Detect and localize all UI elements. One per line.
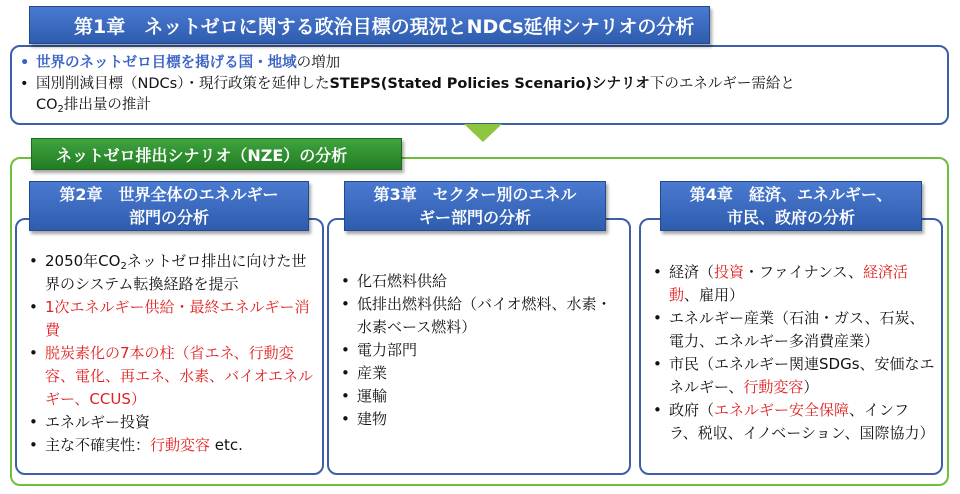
steps-scenario-label: STEPS(Stated Policies Scenario)シナリオ	[329, 76, 650, 92]
chapter1-list	[20, 53, 935, 116]
item5-text-b: etc.	[210, 436, 243, 454]
chapter3-box	[327, 218, 631, 475]
chapter4-header	[660, 181, 922, 231]
bullet1-rest: の増加	[296, 55, 341, 71]
item4-text-b: 、インフラ、税収、イノベーション、国際協力）	[669, 401, 935, 442]
chapter4-title: 第4章 経済、エネルギー、 市民、政府の分析	[689, 185, 893, 227]
item4-text-a: 政府（	[669, 401, 715, 419]
nze-header	[31, 138, 402, 170]
chapter2-item-1	[29, 250, 316, 296]
item1-text-c: 、雇用）	[684, 286, 745, 304]
chapter4-item-4	[653, 399, 935, 445]
chapter1-bullet-2	[20, 74, 935, 116]
item3-text-b: ）	[803, 378, 819, 396]
chapter3-item-6: • 建物	[341, 408, 623, 431]
chapter2-list	[29, 250, 316, 457]
item1-text-b: ・ファイナンス、	[744, 263, 863, 281]
investment-highlight: 投資	[714, 263, 745, 281]
chapter2-header	[29, 181, 309, 231]
chapter1-header	[29, 6, 710, 44]
chapter1-box	[10, 45, 949, 125]
behavior-change-highlight: 行動変容	[150, 436, 211, 454]
chapter4-item-3	[653, 353, 935, 399]
down-arrow-icon	[464, 124, 502, 142]
chapter2-item-5	[29, 434, 316, 457]
item5-text-a: 主な不確実性：	[45, 436, 151, 454]
net-zero-targets-highlight: 世界のネットゼロ目標を掲げる国・地域	[36, 55, 297, 71]
bullet2-text-a: 国別削減目標（NDCs）・現行政策を延伸した	[36, 76, 330, 92]
chapter2-item-2: • 1次エネルギー供給・最終エネルギー消費	[29, 296, 316, 342]
item3-text-a: 市民（エネルギー関連SDGs、安価なエネルギー、	[669, 355, 935, 396]
chapter3-item-4: • 産業	[341, 362, 623, 385]
chapter3-title: 第3章 セクター別のエネル ギー部門の分析	[373, 185, 577, 227]
co2-subscript: 2	[57, 104, 64, 115]
co2-label: CO	[36, 97, 58, 113]
chapter2-title: 第2章 世界全体のエネルギー 部門の分析	[59, 185, 279, 227]
economic-activity-highlight: 経済活動	[669, 263, 908, 304]
chapter2-box	[15, 218, 324, 475]
energy-security-highlight: エネルギー安全保障	[714, 401, 850, 419]
chapter3-header	[344, 181, 606, 231]
chapter4-box	[639, 218, 943, 475]
item1-text-b: ネットゼロ排出に向けた世界のシステム転換経路を提示	[45, 252, 307, 293]
chapter3-item-2: • 低排出燃料供給（バイオ燃料、水素・水素ベース燃料）	[341, 293, 623, 339]
bullet2-text-b: 下のエネルギー需給と	[649, 76, 795, 92]
chapter3-item-5: • 運輸	[341, 385, 623, 408]
chapter1-bullet-1	[20, 53, 935, 74]
nze-title: ネットゼロ排出シナリオ（NZE）の分析	[56, 145, 348, 165]
item1-text-a: 2050年CO	[45, 252, 121, 270]
chapter3-list	[341, 270, 623, 431]
chapter3-item-1: • 化石燃料供給	[341, 270, 623, 293]
chapter1-title: 第1章 ネットゼロに関する政治目標の現況とNDCs延伸シナリオの分析	[74, 15, 695, 38]
chapter4-list	[653, 261, 935, 445]
behavior-change-highlight: 行動変容	[743, 378, 804, 396]
chapter4-item-1	[653, 261, 935, 307]
co2-subscript: 2	[120, 261, 127, 272]
chapter4-item-2: • エネルギー産業（石油・ガス、石炭、電力、エネルギー多消費産業）	[653, 307, 935, 353]
chapter3-item-3: • 電力部門	[341, 339, 623, 362]
bullet2-text-c: 排出量の推計	[63, 97, 151, 113]
chapter2-item-4: • エネルギー投資	[29, 411, 316, 434]
item1-text-a: 経済（	[669, 263, 715, 281]
chapter2-item-3: • 脱炭素化の7本の柱（省エネ、行動変容、電化、再エネ、水素、バイオエネルギー、CCUS）	[29, 342, 316, 411]
